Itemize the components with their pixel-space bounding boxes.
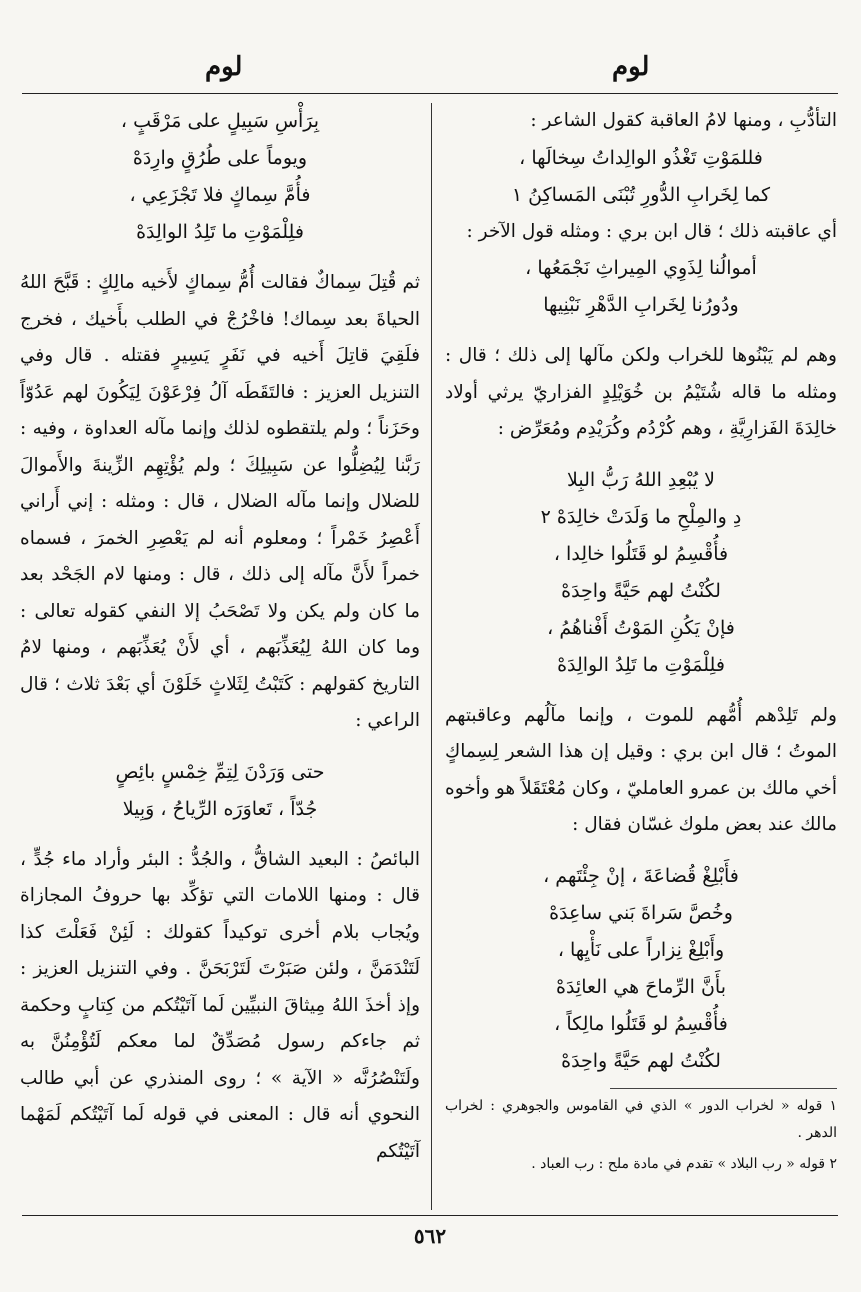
verse-line: فللمَوْتِ تَغْذُو الوالِداتُ سِخالَها ، [519, 146, 763, 169]
verse-line: فلِلْمَوْتِ ما تَلِدُ الوالِدَهْ [136, 221, 304, 243]
verse-line: فأَبْلِغْ قُضاعَةَ ، إنْ جِئْتَهم ، [543, 864, 739, 887]
column-divider [431, 103, 432, 1210]
verse-line: ويوماً على طُرُقٍ وارِدَهْ [132, 147, 308, 169]
header-word-right: لوم [612, 52, 650, 82]
verse-line: لكُنْتُ لهم حَيَّةً واحِدَهْ [561, 1049, 721, 1072]
right-column [445, 103, 837, 1178]
verse-line: وخُصَّ سَراةَ بَني ساعِدَهْ [549, 901, 733, 924]
footnote: ٢ قوله « رب البلاد » تقدم في مادة ملح : رب العباد . [531, 1155, 837, 1172]
verse-line: أموالُنا لِذَوِي المِيراثِ نَجْمَعُها ، [525, 257, 757, 279]
verse-line: كما لِخَرابِ الدُّورِ تُبْنَى المَساكِنُ ١ [511, 183, 771, 206]
left-column [20, 103, 420, 1170]
footnote-rule [610, 1088, 837, 1089]
verse-line: وأَبْلِغْ نِزاراً على نَأْيِها ، [557, 938, 725, 961]
verse-line: لا يُبْعِدِ اللهُ رَبُّ البِلا [567, 468, 715, 491]
verse-line: فلِلْمَوْتِ ما تَلِدُ الوالِدَهْ [557, 653, 725, 676]
paragraph: ولم تَلِدْهم أُمُّهم للموت ، وإنما مآلُهم وعاقبتهم الموتُ ؛ قال ابن بري : وقيل إن هذا الشعر لِسِماكٍ أخي مالك بن عمرو العامليّ ، وكان مُعْتَقَلاً هو وأخوه مالك عند بعض ملوك غسّان فقال : [445, 704, 837, 835]
paragraph: البائصُ : البعيد الشاقُّ ، والجُدُّ : البئر وأراد ماء جُدٍّ ، قال : ومنها اللامات التي تؤكِّد بها حروفُ المجازاة ويُجاب بلام أخرى توكيداً كقولك : لَئِنْ فَعَلْتَ كذا لَتَنْدَمَنَّ ، ولئن صَبَرْتَ لَتَرْبَحَنَّ . وفي التنزيل العزيز : وإذ أخذَ اللهُ مِيثاقَ النبيِّين لَما آتَيْتُكم من كِتابٍ وحكمة ثم جاءكم رسول مُصَدِّقٌ لما معكم لَتُؤْمِنُنَّ به ولَتَنْصُرُنَّه « الآية » ؛ روى المنذري عن أبي طالب النحوي أنه قال : المعنى في قوله لَما آتَيْتُكم لَمَهْما آتَيْتُكم [20, 848, 420, 1162]
verse-line: فأُقْسِمُ لو قَتَلُوا خالِدا ، [553, 542, 729, 565]
paragraph: ثم قُتِلَ سِماكٌ فقالت أُمُّ سِماكٍ لأَخيه مالِكٍ : قَبَّحَ اللهُ الحياةَ بعد سِماك! فاخْرُجْ في الطلب بأَخيك ، فخرج فلَقِيَ قاتِلَ أَخيه في نَفَرٍ يَسِيرٍ فقتله . قال وفي التنزيل العزيز : فالتَقَطَه آلُ فِرْعَوْنَ لِيَكُونَ لهم عَدُوّاً وحَزَناً ؛ ولم يلتقطوه لذلك وإنما مآله العداوة ، وفيه : رَبَّنا لِيُضِلُّوا عن سَبِيلِكَ ؛ ولم يُؤْتِهِم الزِّينةَ والأَموالَ للضلال وإنما مآله الضلال ، قال : ومثله : إني أَراني أَعْصِرُ خَمْراً ؛ ومعلوم أنه لم يَعْصِرِ الخمرَ ، فسماه خمراً لأَنَّ مآله إلى ذلك ، قال : ومنها لام الجَحْد بعد ما كان ولم يكن ولا تَصْحَبُ إلا النفي كقوله تعالى : وما كان اللهُ لِيُعَذِّبَهم ، أي لأَنْ يُعَذِّبَهم ، ومنها لامُ التاريخ كقولهم : كَتَبْتُ لِثَلاثٍ خَلَوْنَ أي بَعْدَ ثلاث ؛ قال الراعي : [20, 272, 420, 731]
verse-line: لكُنْتُ لهم حَيَّةً واحِدَهْ [561, 579, 721, 602]
footer-rule [22, 1215, 838, 1216]
verse-line: فأُمَّ سِماكٍ فلا تَجْزَعِي ، [129, 184, 311, 206]
verse-line: فإنْ يَكُنِ المَوْتُ أَفْناهُمُ ، [547, 616, 735, 639]
header-rule [22, 93, 838, 94]
paragraph: وهم لم يَبْنُوها للخراب ولكن مآلها إلى ذلك ؛ قال : ومثله ما قاله شُتَيْمُ بن خُوَيْلِدٍ الفزاريّ يرثي أولاد خالِدَةَ الفَزارِيَّةِ ، وهم كُرْدُم وكُرَيْدِم ومُعَرِّض : [445, 345, 837, 439]
verse-line: بِرَأْسِ سَبِيلٍ على مَرْقَبٍ ، [120, 110, 320, 132]
paragraph: التأدُّبِ ، ومنها لامُ العاقبة كقول الشاعر : [530, 110, 837, 131]
verse-line: جُدّاً ، تَعاوَرَه الرِّياحُ ، وَبِيلا [122, 797, 318, 820]
verse-line: حتى وَرَدْنَ لِتِمِّ خِمْسٍ بائِصٍ [115, 760, 325, 783]
paragraph: أي عاقبته ذلك ؛ قال ابن بري : ومثله قول الآخر : [466, 220, 837, 242]
verse-line: ودُورُنا لِخَرابِ الدَّهْرِ نَبْنِيها [543, 294, 739, 316]
verse-line: بأَنَّ الرِّماحَ هي العائِدَهْ [555, 975, 727, 998]
footnote: ١ قوله « لخراب الدور » الذي في القاموس والجوهري : لخراب الدهر . [445, 1097, 837, 1141]
page-number: ٥٦٢ [413, 1224, 447, 1248]
verse-line: دِ والمِلْحِ ما وَلَدَتْ خالِدَهْ ٢ [540, 505, 742, 528]
verse-line: فأُقْسِمُ لو قَتَلُوا مالِكاً ، [554, 1012, 728, 1035]
header-word-left: لوم [205, 52, 243, 82]
